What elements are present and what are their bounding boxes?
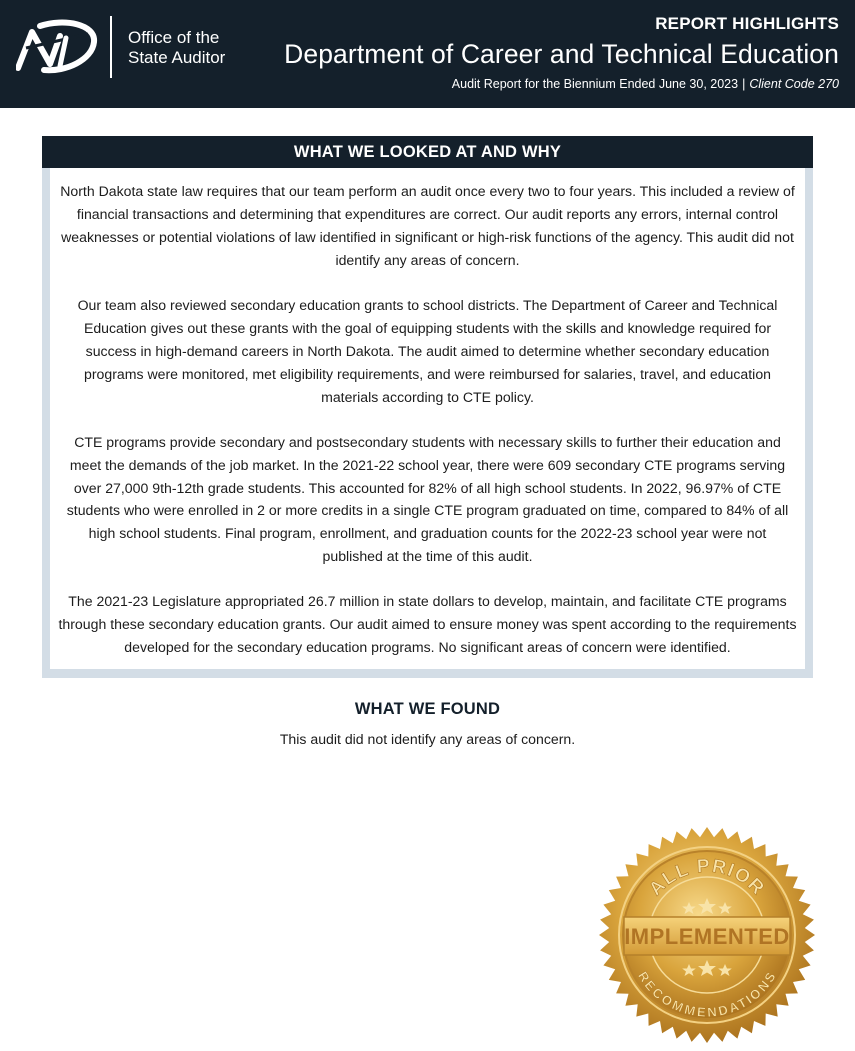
- looked-at-body: [50, 168, 805, 669]
- subline-separator: |: [742, 77, 746, 91]
- department-title: Department of Career and Technical Education: [284, 39, 839, 69]
- looked-at-paragraph: CTE programs provide secondary and postsecondary students with necessary skills to further their education and meet the demands of the job market. In the 2021-22 school year, there were 609 secondary CTE programs serving over 27,000 9th-12th grade students. This accounted for 82% of all high school students. In 2022, 96.97% of CTE students who were enrolled in 2 or more credits in a single CTE program graduated on time, compared to 84% of all high school students. Final program, enrollment, and graduation counts for the 2022-23 school year were not published at the time of this audit.: [66, 433, 789, 565]
- seal-top-text: ALL PRIOR: [645, 855, 769, 900]
- implemented-seal-icon: [598, 826, 816, 1044]
- client-code: Client Code 270: [749, 77, 839, 91]
- looked-at-section: [42, 136, 813, 678]
- header-titles: [284, 14, 839, 92]
- audit-period: Audit Report for the Biennium Ended June 30, 2023: [451, 77, 739, 91]
- seal-bottom-text: RECOMMENDATIONS: [635, 968, 779, 1020]
- logo-divider: [110, 16, 112, 78]
- found-heading: WHAT WE FOUND: [354, 700, 501, 718]
- looked-at-paragraph: Our team also reviewed secondary education grants to school districts. The Department of Career and Technical Education gives out these grants with the goal of equipping students with the skills and knowledge required for success in high-demand careers in North Dakota. The audit aimed to determine whether secondary education programs were monitored, met eligibility requirements, and were reimbursed for salaries, travel, and education materials according to CTE policy.: [77, 296, 778, 405]
- office-line-2: State Auditor: [128, 48, 226, 67]
- looked-at-paragraph: The 2021-23 Legislature appropriated 26.7 million in state dollars to develop, maintain, and facilitate CTE programs through these secondary education grants. Our audit aimed to ensure money was spent according to the requirements developed for the secondary education programs. No significant areas of concern were identified.: [58, 593, 797, 656]
- office-name: [128, 28, 225, 68]
- office-line-1: Office of the: [128, 28, 220, 47]
- report-subline: [284, 76, 839, 92]
- found-text: This audit did not identify any areas of concern.: [279, 731, 576, 747]
- looked-at-paragraph: North Dakota state law requires that our team perform an audit once every two to four years. This included a review of financial transactions and determining that expenditures are correct. Our audit reports any errors, internal control weaknesses or potential violations of law identified in significant or high-risk functions of the agency. This audit did not identify any areas of concern.: [60, 183, 795, 268]
- report-header: [0, 0, 855, 108]
- nd-logo-icon: [16, 18, 98, 74]
- report-kicker: REPORT HIGHLIGHTS: [655, 14, 839, 33]
- seal-main-text: IMPLEMENTED: [624, 924, 790, 949]
- looked-at-heading: WHAT WE LOOKED AT AND WHY: [42, 136, 813, 168]
